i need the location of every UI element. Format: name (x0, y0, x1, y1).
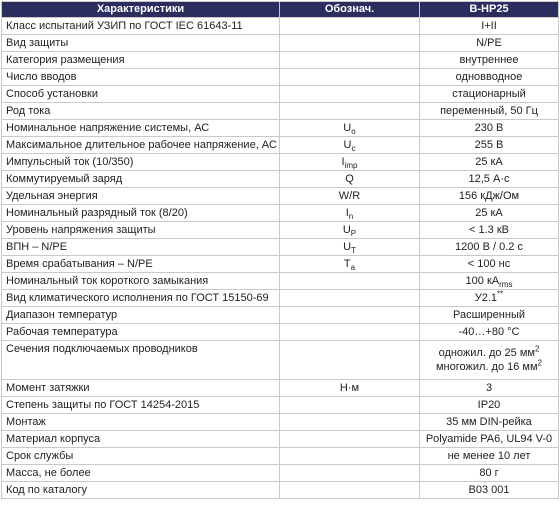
param-symbol (280, 222, 420, 239)
table-row (2, 448, 559, 465)
param-symbol (280, 171, 420, 188)
param-value (420, 341, 559, 380)
param-symbol (280, 154, 420, 171)
param-name: Срок службы (2, 448, 280, 465)
param-name: Момент затяжки (2, 380, 280, 397)
param-value: < 100 нс (420, 256, 559, 273)
param-name: Категория размещения (2, 52, 280, 69)
table-row (2, 482, 559, 499)
param-value: не менее 10 лет (420, 448, 559, 465)
value-text: многожил. до 16 мм (435, 361, 538, 373)
param-name: Максимальное длительное рабочее напряжение, АС (2, 137, 280, 154)
value-text: одножил. до 25 мм (438, 347, 535, 359)
param-name: Рабочая температура (2, 324, 280, 341)
symbol-subscript: n (348, 211, 354, 221)
param-symbol (280, 103, 420, 120)
symbol-text: T (343, 257, 351, 270)
table-row (2, 397, 559, 414)
param-symbol (280, 448, 420, 465)
param-name: Способ установки (2, 86, 280, 103)
param-value: < 1.3 кВ (420, 222, 559, 239)
value-superscript: 2 (537, 358, 542, 368)
table-row (2, 239, 559, 256)
symbol-text: U (343, 240, 352, 253)
table-row (2, 290, 559, 307)
param-name: Вид климатического исполнения по ГОСТ 15150-69 (2, 290, 280, 307)
param-name: ВПН – N/PE (2, 239, 280, 256)
table-row (2, 171, 559, 188)
value-line (424, 360, 554, 374)
param-value: стационарный (420, 86, 559, 103)
symbol-text: U (343, 121, 352, 134)
param-value: 255 В (420, 137, 559, 154)
param-value: Polyamide PA6, UL94 V-0 (420, 431, 559, 448)
param-symbol (280, 35, 420, 52)
symbol-text: U (343, 138, 352, 151)
symbol-subscript: a (350, 262, 356, 272)
symbol-subscript: c (351, 143, 356, 153)
param-value: Расширенный (420, 307, 559, 324)
param-name: Номинальный разрядный ток (8/20) (2, 205, 280, 222)
param-value: N/PE (420, 35, 559, 52)
symbol-subscript: o (351, 126, 356, 136)
param-name: Код по каталогу (2, 482, 280, 499)
symbol-text: I (345, 206, 349, 219)
param-symbol (280, 431, 420, 448)
param-name: Импульсный ток (10/350) (2, 154, 280, 171)
param-value: 35 мм DIN-рейка (420, 414, 559, 431)
table-row (2, 120, 559, 137)
param-name: Время срабатывания – N/PE (2, 256, 280, 273)
table-row (2, 35, 559, 52)
param-value: внутреннее (420, 52, 559, 69)
symbol-subscript: imp (344, 160, 358, 170)
table-row (2, 222, 559, 239)
param-symbol (280, 273, 420, 290)
table-row (2, 86, 559, 103)
symbol-subscript: P (350, 228, 357, 238)
table-row (2, 205, 559, 222)
param-symbol (280, 86, 420, 103)
param-value: одновводное (420, 69, 559, 86)
param-symbol (280, 465, 420, 482)
param-name: Диапазон температур (2, 307, 280, 324)
param-name: Род тока (2, 103, 280, 120)
param-value: 1200 В / 0.2 с (420, 239, 559, 256)
param-name: Удельная энергия (2, 188, 280, 205)
param-name: Сечения подключаемых проводников (2, 341, 280, 380)
param-value (420, 290, 559, 307)
param-name: Степень защиты по ГОСТ 14254-2015 (2, 397, 280, 414)
symbol-subscript: T (351, 245, 356, 255)
param-symbol: Н·м (280, 380, 420, 397)
param-name: Материал корпуса (2, 431, 280, 448)
param-symbol (280, 482, 420, 499)
param-value: 80 г (420, 465, 559, 482)
table-row (2, 256, 559, 273)
param-value: -40…+80 °С (420, 324, 559, 341)
table-row (2, 137, 559, 154)
param-symbol (280, 120, 420, 137)
param-value: В03 001 (420, 482, 559, 499)
table-row (2, 188, 559, 205)
param-name: Номинальный ток короткого замыкания (2, 273, 280, 290)
param-symbol (280, 341, 420, 380)
table-row (2, 307, 559, 324)
value-subscript: rms (499, 279, 513, 289)
param-symbol (280, 69, 420, 86)
param-symbol (280, 290, 420, 307)
value-superscript: 2 (534, 344, 540, 354)
param-name: Номинальное напряжение системы, АС (2, 120, 280, 137)
param-symbol (280, 397, 420, 414)
param-symbol (280, 205, 420, 222)
param-value: 156 кДж/Ом (420, 188, 559, 205)
symbol-text: I (341, 155, 345, 168)
table-row (2, 52, 559, 69)
value-text: У2.1 (474, 291, 498, 304)
table-row (2, 273, 559, 290)
param-name: Коммутируемый заряд (2, 171, 280, 188)
table-row (2, 18, 559, 35)
param-name: Класс испытаний УЗИП по ГОСТ IEC 61643-11 (2, 18, 280, 35)
param-symbol (280, 188, 420, 205)
param-symbol (280, 307, 420, 324)
symbol-text: Q (345, 172, 354, 185)
header-row (2, 2, 559, 18)
param-value: 12,5 А·с (420, 171, 559, 188)
table-row (2, 380, 559, 397)
param-value: 3 (420, 380, 559, 397)
param-name: Вид защиты (2, 35, 280, 52)
param-value: I+II (420, 18, 559, 35)
table-row (2, 431, 559, 448)
param-name: Монтаж (2, 414, 280, 431)
param-symbol (280, 256, 420, 273)
param-symbol (280, 137, 420, 154)
table-row (2, 465, 559, 482)
header-name: Характеристики (2, 2, 280, 18)
header-symbol: Обознач. (280, 2, 420, 18)
spec-table (1, 1, 559, 499)
param-symbol (280, 52, 420, 69)
symbol-text: W/R (338, 189, 361, 202)
value-superscript: ** (497, 289, 504, 298)
param-symbol (280, 239, 420, 256)
header-value: В-HP25 (420, 2, 559, 18)
param-value: 25 кА (420, 154, 559, 171)
param-value: переменный, 50 Гц (420, 103, 559, 120)
param-name: Масса, не более (2, 465, 280, 482)
table-row (2, 414, 559, 431)
table-row (2, 69, 559, 86)
table-row (2, 103, 559, 120)
value-line (424, 346, 554, 360)
param-value (420, 273, 559, 290)
param-name: Число вводов (2, 69, 280, 86)
param-symbol (280, 324, 420, 341)
spec-table-body (2, 18, 559, 499)
value-text: 100 кА (465, 274, 500, 287)
param-name: Уровень напряжения защиты (2, 222, 280, 239)
param-symbol (280, 414, 420, 431)
spec-table-header (2, 2, 559, 18)
table-row (2, 154, 559, 171)
symbol-text: U (342, 223, 351, 236)
param-value: 230 В (420, 120, 559, 137)
table-row (2, 341, 559, 380)
table-row (2, 324, 559, 341)
param-symbol (280, 18, 420, 35)
param-value: IP20 (420, 397, 559, 414)
param-value: 25 кА (420, 205, 559, 222)
